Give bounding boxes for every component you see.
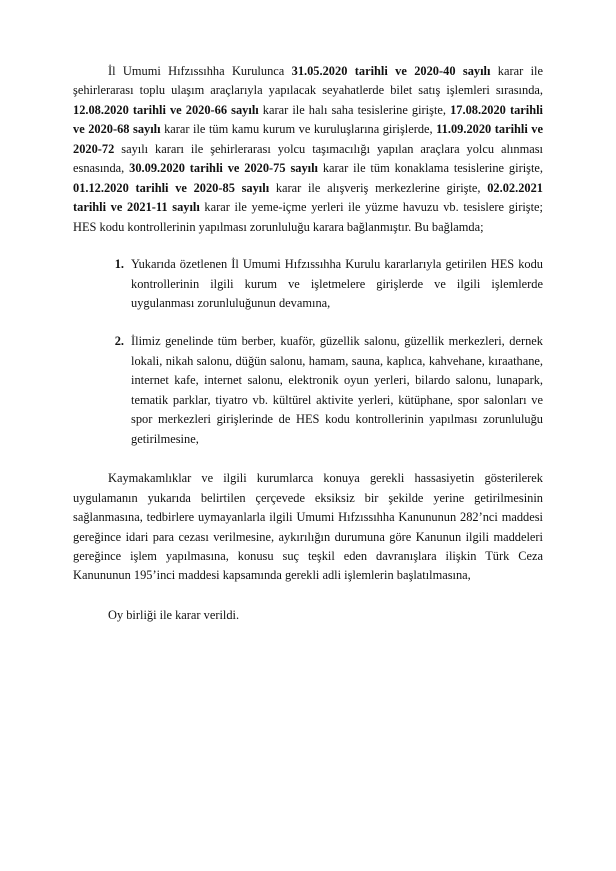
body-text: karar ile yeme-içme yerleri ile yüzme havuzu vb. tesislere girişte; HES kodu kontrollerinin yapılması zorunluluğu karara bağlanmıştır. Bu bağlamda; (73, 200, 544, 234)
closing-paragraph: Oy birliği ile karar verildi. (108, 607, 240, 622)
decision-list (73, 255, 543, 449)
decision-reference: 31.05.2020 tarihli ve 2020-40 sayılı (291, 64, 491, 78)
decision-reference: 30.09.2020 tarihli ve 2020-75 sayılı (129, 161, 318, 176)
enforcement-paragraph: Kaymakamlıklar ve ilgili kurumlarca konuya gerekli hassasiyetin gösterilerek uygulamanın yukarıda belirtilen çerçevede eksiksiz bir şekilde yerine getirilmesinin sağlanmasına, tedbirlere uymayanlarla ilgili Umumi Hıfzıssıhha Kanununun 282’nci maddesi gereğince idari para cezası verilmesine, aykırılığın durumuna göre Kanunun ilgili maddeleri gereğince işlem yapılmasına, konusu suç teşkil eden davranışlara ilişkin Türk Ceza Kanununun 195’inci maddesi kapsamında gerekli adli işlemlerin başlatılmasına, (73, 471, 543, 583)
list-item-marker: 2. (114, 334, 124, 349)
intro-paragraph (73, 62, 543, 237)
list-item-marker: 1. (114, 257, 124, 272)
body-text: karar ile tüm kamu kurum ve kuruluşlarına girişlerde, (160, 122, 437, 137)
decision-reference: 11.09.2020 tarihli ve 2020-72 (73, 122, 543, 156)
list-item (73, 255, 543, 313)
document-body (73, 62, 543, 625)
list-item-text: Yukarıda özetlenen İl Umumi Hıfzıssıhha Kurulu kararlarıyla getirilen HES kodu kontrollerinin ilgili kurum ve işletmelere girişlerde ve ilgili işlemlerde uygulanması zorunluluğunun devamına, (131, 257, 543, 310)
spacer (73, 586, 543, 606)
body-text: sayılı kararı ile şehirlerarası yolcu taşımacılığı yapılan araçlara yolcu alınması esnasında, (73, 141, 543, 176)
spacer (73, 237, 543, 255)
decision-reference: 17.08.2020 tarihli ve 2020-68 sayılı (73, 102, 543, 137)
list-item-text: İlimiz genelinde tüm berber, kuaför, güzellik salonu, güzellik merkezleri, dernek lokali, nikah salonu, düğün salonu, hamam, sauna, kaplıca, kahvehane, kıraathane, internet kafe, internet salonu, elektronik oyun yerleri, bilardo salonu, lunapark, tematik parklar, tiyatro vb. kültürel aktivite yerleri, kütüphane, spor salonları ve spor merkezleri girişlerinde de HES kodu kontrollerinin yapılması zorunluluğu getirilmesine, (131, 334, 543, 446)
body-text: karar ile şehirlerarası toplu ulaşım araçlarıyla yapılacak seyahatlerde bilet satış işlemleri sırasında, (73, 64, 543, 98)
list-item (73, 332, 543, 449)
decision-reference: 01.12.2020 tarihli ve 2020-85 sayılı (73, 180, 270, 195)
body-text: karar ile alışveriş merkezlerine girişte, (269, 180, 488, 195)
spacer (73, 449, 543, 469)
decision-reference: 02.02.2021 tarihli ve 2021-11 sayılı (73, 180, 543, 215)
body-text: karar ile tüm konaklama tesislerine girişte, (317, 161, 543, 176)
decision-reference: 12.08.2020 tarihli ve 2020-66 sayılı (73, 102, 259, 117)
body-text: karar ile halı saha tesislerine girişte, (258, 102, 451, 117)
body-text: İl Umumi Hıfzıssıhha Kurulunca (108, 64, 292, 78)
